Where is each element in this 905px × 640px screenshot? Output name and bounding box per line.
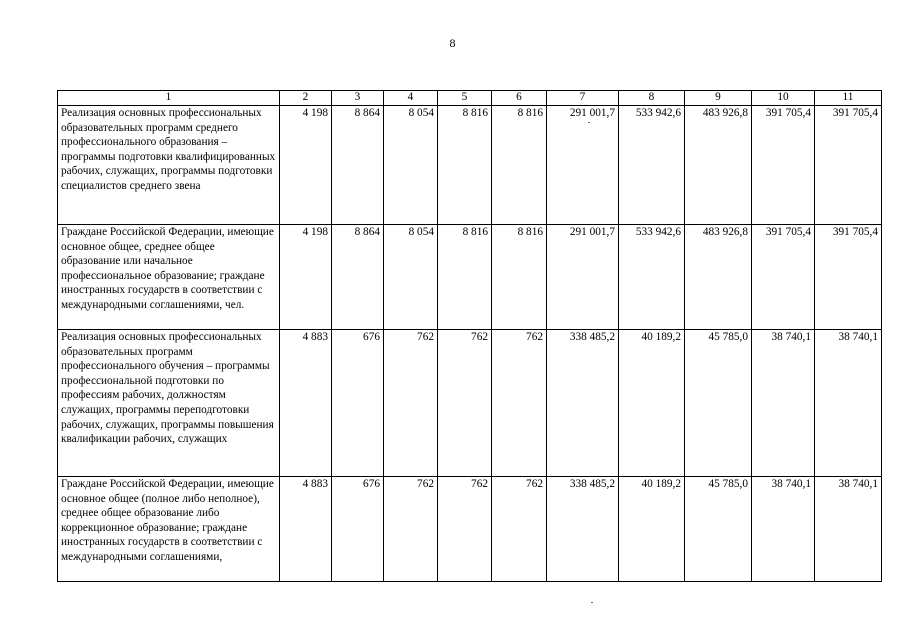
table-row — [58, 477, 882, 582]
table-cell: 8 816 — [492, 106, 547, 225]
table-cell: 762 — [438, 477, 492, 582]
column-header: 10 — [752, 91, 815, 106]
table-cell: 338 485,2 — [547, 330, 619, 477]
table-cell: 676 — [332, 477, 384, 582]
table-cell: 391 705,4 — [752, 106, 815, 225]
table-row — [58, 225, 882, 330]
table-cell: 762 — [438, 330, 492, 477]
table-cell: 676 — [332, 330, 384, 477]
column-header: 1 — [58, 91, 280, 106]
table-cell: 8 816 — [438, 225, 492, 330]
table-cell: 45 785,0 — [685, 477, 752, 582]
table-cell: 483 926,8 — [685, 106, 752, 225]
table-cell: 4 883 — [280, 330, 332, 477]
table-cell: 4 883 — [280, 477, 332, 582]
scan-speck — [591, 602, 593, 603]
table-cell: 483 926,8 — [685, 225, 752, 330]
table-cell: 762 — [384, 330, 438, 477]
page-number: 8 — [449, 36, 456, 50]
column-header: 8 — [619, 91, 685, 106]
column-header: 2 — [280, 91, 332, 106]
column-header: 5 — [438, 91, 492, 106]
table-cell: 4 198 — [280, 106, 332, 225]
budget-table — [57, 90, 882, 582]
table-cell: 4 198 — [280, 225, 332, 330]
column-header: 9 — [685, 91, 752, 106]
column-header: 6 — [492, 91, 547, 106]
column-header: 3 — [332, 91, 384, 106]
column-header: 4 — [384, 91, 438, 106]
column-header: 11 — [815, 91, 882, 106]
table-cell: 533 942,6 — [619, 225, 685, 330]
table-cell: 762 — [492, 330, 547, 477]
table-cell: 762 — [384, 477, 438, 582]
table-cell: 38 740,1 — [815, 330, 882, 477]
row-description: Реализация основных профессиональных образовательных программ среднего профессионального образования – программы подготовки квалифицированных рабочих, служащих, программы подготовки специалистов среднего звена — [58, 106, 280, 225]
table-cell: 8 864 — [332, 106, 384, 225]
header-row — [58, 91, 882, 106]
table-cell: 762 — [492, 477, 547, 582]
table-cell: 8 864 — [332, 225, 384, 330]
column-header: 7 — [547, 91, 619, 106]
row-description: Граждане Российской Федерации, имеющие основное общее, среднее общее образование или начальное профессиональное образование; граждане иностранных государств в соответствии с международными соглашениями, чел. — [58, 225, 280, 330]
table-cell: 45 785,0 — [685, 330, 752, 477]
table-cell: 8 054 — [384, 106, 438, 225]
table-cell: 391 705,4 — [815, 106, 882, 225]
table-cell: 291 001,7 — [547, 225, 619, 330]
row-description: Граждане Российской Федерации, имеющие основное общее (полное либо неполное), среднее общее образование либо коррекционное образование; граждане иностранных государств в соответствии с международными соглашениями, — [58, 477, 280, 582]
table-cell: 40 189,2 — [619, 477, 685, 582]
scan-speck — [588, 122, 590, 123]
table-cell: 38 740,1 — [752, 330, 815, 477]
row-description: Реализация основных профессиональных образовательных программ профессионального обучения – программы профессиональной подготовки по профессиям рабочих, должностям служащих, программы переподготовки рабочих, служащих, программы повышения квалификации рабочих, служащих — [58, 330, 280, 477]
table-cell: 40 189,2 — [619, 330, 685, 477]
table-cell: 533 942,6 — [619, 106, 685, 225]
table-cell: 38 740,1 — [752, 477, 815, 582]
table-cell: 338 485,2 — [547, 477, 619, 582]
table-cell: 8 054 — [384, 225, 438, 330]
table-row — [58, 106, 882, 225]
table-cell: 8 816 — [492, 225, 547, 330]
table-cell: 291 001,7 — [547, 106, 619, 225]
table-cell: 391 705,4 — [815, 225, 882, 330]
table-cell: 38 740,1 — [815, 477, 882, 582]
table-row — [58, 330, 882, 477]
table-cell: 8 816 — [438, 106, 492, 225]
table-cell: 391 705,4 — [752, 225, 815, 330]
